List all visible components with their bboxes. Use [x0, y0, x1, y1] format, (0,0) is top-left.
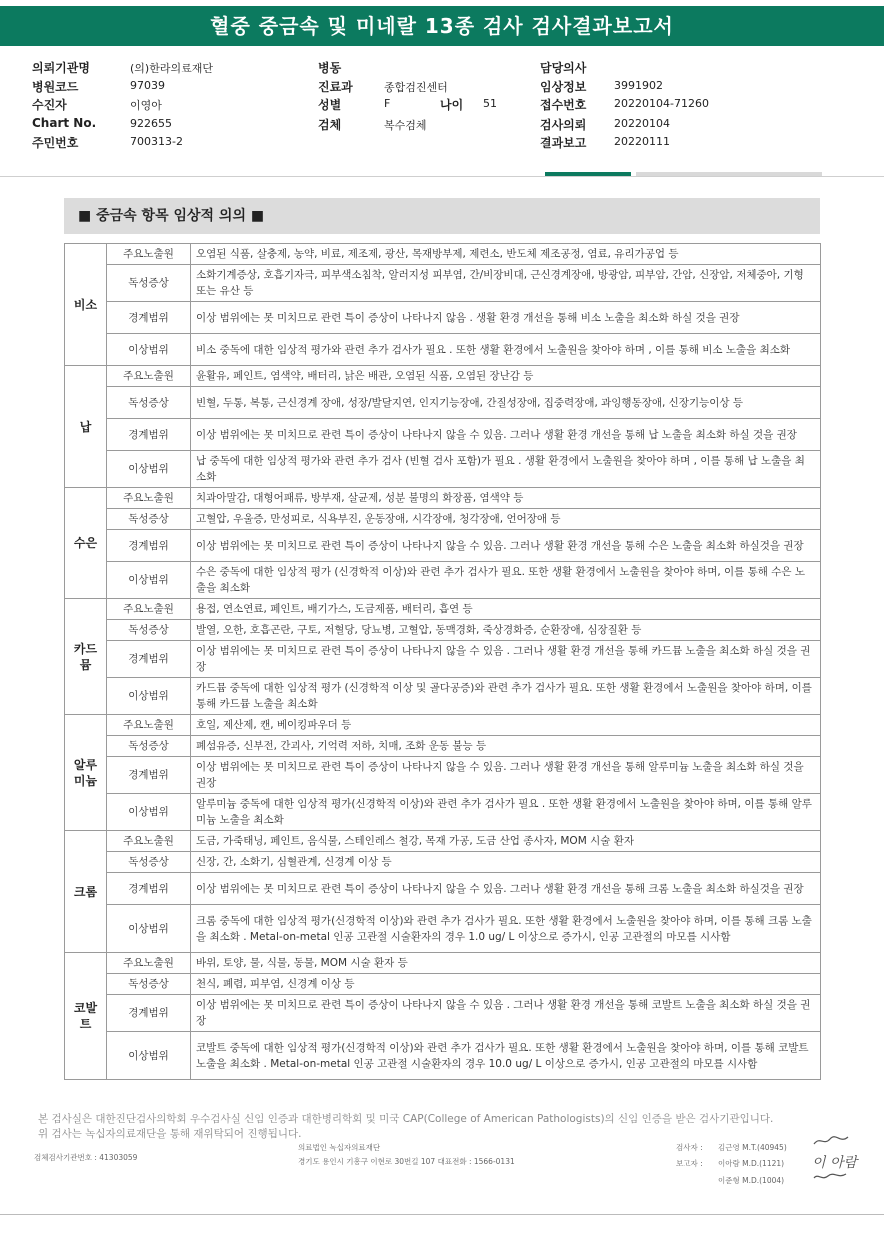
header-label: 병동 — [318, 61, 342, 75]
description-cell: 고혈압, 우울증, 만성피로, 식욕부진, 운동장애, 시각장애, 청각장애, 언어장애 등 — [191, 509, 821, 530]
description-cell: 이상 범위에는 못 미치므로 관련 특이 증상이 나타나지 않을 수 있음. 그러나 생활 환경 개선을 통해 납 노출을 최소화 하실 것을 권장 — [191, 419, 821, 451]
table-row — [65, 530, 821, 562]
reporter-label: 보고자 : — [676, 1159, 703, 1168]
header-label: Chart No. — [32, 116, 97, 130]
category-cell: 이상범위 — [107, 905, 191, 953]
description-cell: 빈혈, 두통, 복통, 근신경계 장애, 성장/발달지연, 인지기능장애, 간질성장애, 집중력장애, 과잉행동장애, 신장기능이상 등 — [191, 387, 821, 419]
table-row — [65, 905, 821, 953]
table-row — [65, 873, 821, 905]
category-cell: 독성증상 — [107, 736, 191, 757]
description-cell: 크롬 중독에 대한 임상적 평가(신경학적 이상)와 관련 추가 검사가 필요. 또한 생활 환경에서 노출원을 찾아야 하며, 이를 통해 크롬 노출을 최소화 . Metal-on-metal 인공 고관절 시술환자의 경우 1.0 ug/ L 이상으로 증가시, 인공 고관절의 마모를 시사함 — [191, 905, 821, 953]
tester-label: 검사자 : — [676, 1143, 703, 1152]
description-cell: 치과아말감, 대형어패류, 방부재, 살균제, 성분 불명의 화장품, 염색약 등 — [191, 488, 821, 509]
description-cell: 이상 범위에는 못 미치므로 관련 특이 증상이 나타나지 않을 수 있음. 그러나 생활 환경 개선을 통해 수은 노출을 최소화 하실것을 권장 — [191, 530, 821, 562]
category-cell: 주요노출원 — [107, 953, 191, 974]
category-cell: 경계범위 — [107, 995, 191, 1032]
category-cell: 경계범위 — [107, 757, 191, 794]
header-label: 담당의사 — [540, 61, 587, 75]
header-label: 진료과 — [318, 80, 353, 94]
category-cell: 주요노출원 — [107, 366, 191, 387]
table-row — [65, 599, 821, 620]
category-cell: 독성증상 — [107, 387, 191, 419]
category-cell: 주요노출원 — [107, 599, 191, 620]
table-row — [65, 451, 821, 488]
header-label: 주민번호 — [32, 136, 79, 150]
table-row — [65, 509, 821, 530]
table-row — [65, 387, 821, 419]
description-cell: 이상 범위에는 못 미치므로 관련 특이 증상이 나타나지 않을 수 있음 . 그러나 생활 환경 개선을 통해 카드뮴 노출을 최소화 하실 것을 권장 — [191, 641, 821, 678]
header-label: 성별 — [318, 98, 342, 112]
table-row — [65, 366, 821, 387]
table-row — [65, 265, 821, 302]
category-cell: 경계범위 — [107, 641, 191, 678]
table-row — [65, 852, 821, 873]
table-row — [65, 953, 821, 974]
age-value: 51 — [483, 97, 497, 110]
table-row — [65, 794, 821, 831]
report-title: 혈중 중금속 및 미네랄 13종 검사 검사결과보고서 — [0, 6, 884, 46]
category-cell: 경계범위 — [107, 419, 191, 451]
element-name: 납 — [65, 366, 107, 488]
tab-indicator-inactive — [636, 172, 822, 176]
table-row — [65, 678, 821, 715]
description-cell: 천식, 폐렴, 피부염, 신경계 이상 등 — [191, 974, 821, 995]
bottom-divider — [0, 1214, 884, 1215]
description-cell: 바위, 토양, 물, 식물, 동물, MOM 시술 환자 등 — [191, 953, 821, 974]
header-value: 20220104 — [614, 117, 670, 130]
header-label: 접수번호 — [540, 98, 587, 112]
category-cell: 독성증상 — [107, 620, 191, 641]
header-label: 검사의뢰 — [540, 118, 587, 132]
signature-reporter2 — [812, 1170, 850, 1184]
description-cell: 용접, 연소연료, 페인트, 배기가스, 도금제품, 배터리, 흡연 등 — [191, 599, 821, 620]
table-row — [65, 244, 821, 265]
description-cell: 이상 범위에는 못 미치므로 관련 특이 증상이 나타나지 않을 수 있음 . 그러나 생활 환경 개선을 통해 코발트 노출을 최소화 하실 것을 권장 — [191, 995, 821, 1032]
description-cell: 호일, 제산제, 캔, 베이킹파우더 등 — [191, 715, 821, 736]
reporter-name: 이아람 M.D.(1121) — [718, 1159, 785, 1168]
table-row — [65, 488, 821, 509]
description-cell: 이상 범위에는 못 미치므로 관련 특이 증상이 나타나지 않을 수 있음. 그러나 생활 환경 개선을 통해 알루미늄 노출을 최소화 하실 것을 권장 — [191, 757, 821, 794]
description-cell: 이상 범위에는 못 미치므로 관련 특이 증상이 나타나지 않을 수 있음. 그러나 생활 환경 개선을 통해 크롬 노출을 최소화 하실것을 권장 — [191, 873, 821, 905]
header-value: 종합검진센터 — [384, 81, 448, 94]
signature-reporter: 이 아람 — [812, 1155, 858, 1171]
header-value: 20220104-71260 — [614, 97, 709, 110]
section-title: ■ 중금속 항목 임상적 의의 ■ — [64, 198, 820, 234]
description-cell: 폐섬유증, 신부전, 간괴사, 기억력 저하, 치매, 조화 운동 불능 등 — [191, 736, 821, 757]
header-label: 수진자 — [32, 98, 67, 112]
element-name: 알루미늄 — [65, 715, 107, 831]
header-label: 임상정보 — [540, 80, 587, 94]
description-cell: 소화기계증상, 호흡기자극, 피부색소침착, 알러지성 피부염, 간/비장비대, 근신경계장애, 방광암, 피부암, 간암, 신장암, 저체중아, 기형 또는 유산 등 — [191, 265, 821, 302]
category-cell: 이상범위 — [107, 1032, 191, 1080]
description-cell: 납 중독에 대한 임상적 평가와 관련 추가 검사 (빈혈 검사 포함)가 필요 . 생활 환경에서 노출원을 찾아야 하며 , 이를 통해 납 노출을 최소화 — [191, 451, 821, 488]
table-row — [65, 419, 821, 451]
description-cell: 도금, 가죽태닝, 페인트, 음식물, 스테인레스 철강, 목재 가공, 도금 산업 종사자, MOM 시술 환자 — [191, 831, 821, 852]
header-label: 의뢰기관명 — [32, 61, 90, 75]
table-row — [65, 831, 821, 852]
reporter2-name: 이준형 M.D.(1004) — [718, 1176, 785, 1185]
category-cell: 이상범위 — [107, 451, 191, 488]
table-row — [65, 620, 821, 641]
header-value: F — [384, 97, 391, 110]
header-value: 복수검체 — [384, 119, 427, 132]
category-cell: 경계범위 — [107, 530, 191, 562]
accreditation-line-1: 본 검사실은 대한진단검사의학회 우수검사실 신임 인증과 대한병리학회 및 미국 CAP(College of American Pathologists)의 신임 인증을 받은 검사기관입니다. — [38, 1113, 774, 1125]
category-cell: 이상범위 — [107, 562, 191, 599]
description-cell: 카드뮴 중독에 대한 임상적 평가 (신경학적 이상 및 골다공증)와 관련 추가 검사가 필요. 또한 생활 환경에서 노출원을 찾아야 하며, 이를 통해 카드뮴 노출을 최소화 — [191, 678, 821, 715]
element-name: 비소 — [65, 244, 107, 366]
element-name: 코발트 — [65, 953, 107, 1080]
category-cell: 독성증상 — [107, 974, 191, 995]
description-cell: 이상 범위에는 못 미치므로 관련 특이 증상이 나타나지 않음 . 생활 환경 개선을 통해 비소 노출을 최소화 하실 것을 권장 — [191, 302, 821, 334]
table-row — [65, 1032, 821, 1080]
header-value: 97039 — [130, 79, 165, 92]
category-cell: 주요노출원 — [107, 244, 191, 265]
element-name: 수은 — [65, 488, 107, 599]
header-value: 3991902 — [614, 79, 663, 92]
description-cell: 발열, 오한, 호흡곤란, 구토, 저혈당, 당뇨병, 고혈압, 동맥경화, 죽상경화증, 순환장애, 심장질환 등 — [191, 620, 821, 641]
header-label: 병원코드 — [32, 80, 79, 94]
table-row — [65, 641, 821, 678]
divider — [0, 176, 884, 177]
element-name: 카드뮴 — [65, 599, 107, 715]
category-cell: 경계범위 — [107, 302, 191, 334]
header-label: 검체 — [318, 118, 342, 132]
description-cell: 신장, 간, 소화기, 심혈관계, 신경계 이상 등 — [191, 852, 821, 873]
table-row — [65, 974, 821, 995]
table-row — [65, 562, 821, 599]
accreditation-line-2: 위 검사는 녹십자의료재단을 통해 재위탁되어 진행됩니다. — [38, 1128, 302, 1140]
org-code: 검체검사기관번호 : 41303059 — [34, 1153, 138, 1162]
category-cell: 주요노출원 — [107, 831, 191, 852]
header-value: 20220111 — [614, 135, 670, 148]
description-cell: 알루미늄 중독에 대한 임상적 평가(신경학적 이상)와 관련 추가 검사가 필요 . 또한 생활 환경에서 노출원을 찾아야 하며, 이를 통해 알루미늄 노출을 최소화 — [191, 794, 821, 831]
header-value: 700313-2 — [130, 135, 183, 148]
description-cell: 수은 중독에 대한 임상적 평가 (신경학적 이상)와 관련 추가 검사가 필요. 또한 생활 환경에서 노출원을 찾아야 하며, 이를 통해 수은 노출을 최소화 — [191, 562, 821, 599]
org-address: 경기도 용인시 기흥구 이현로 30번길 107 대표전화 : 1566-0131 — [298, 1157, 515, 1166]
category-cell: 이상범위 — [107, 794, 191, 831]
category-cell: 주요노출원 — [107, 715, 191, 736]
tester-name: 김근영 M.T.(40945) — [718, 1143, 787, 1152]
category-cell: 독성증상 — [107, 509, 191, 530]
table-row — [65, 715, 821, 736]
signature-tester — [812, 1134, 850, 1148]
header-value: 922655 — [130, 117, 172, 130]
header-value: (의)한라의료재단 — [130, 62, 213, 75]
table-row — [65, 757, 821, 794]
org-name: 의료법인 녹십자의료재단 — [298, 1143, 381, 1152]
table-row — [65, 736, 821, 757]
age-label: 나이 — [440, 98, 464, 112]
category-cell: 독성증상 — [107, 265, 191, 302]
description-cell: 윤활유, 페인트, 염색약, 배터리, 낡은 배관, 오염된 식품, 오염된 장난감 등 — [191, 366, 821, 387]
header-value: 이영아 — [130, 99, 162, 112]
description-cell: 비소 중독에 대한 임상적 평가와 관련 추가 검사가 필요 . 또한 생활 환경에서 노출원을 찾아야 하며 , 이를 통해 비소 노출을 최소화 — [191, 334, 821, 366]
category-cell: 주요노출원 — [107, 488, 191, 509]
accreditation-note — [38, 1112, 838, 1142]
table-row — [65, 302, 821, 334]
heavy-metal-table — [64, 243, 821, 1080]
category-cell: 이상범위 — [107, 678, 191, 715]
tab-indicator-active — [545, 172, 631, 176]
description-cell: 코발트 중독에 대한 임상적 평가(신경학적 이상)와 관련 추가 검사가 필요. 또한 생활 환경에서 노출원을 찾아야 하며, 이를 통해 코발트 노출을 최소화 . Metal-on-metal 인공 고관절 시술환자의 경우 10.0 ug/ L 이상으로 증가시, 인공 고관절의 마모를 시사함 — [191, 1032, 821, 1080]
header-label: 결과보고 — [540, 136, 587, 150]
category-cell: 경계범위 — [107, 873, 191, 905]
table-row — [65, 334, 821, 366]
table-row — [65, 995, 821, 1032]
category-cell: 독성증상 — [107, 852, 191, 873]
description-cell: 오염된 식품, 살충제, 농약, 비료, 제조제, 광산, 목재방부제, 제련소, 반도체 제조공정, 염료, 유리가공업 등 — [191, 244, 821, 265]
element-name: 크롬 — [65, 831, 107, 953]
category-cell: 이상범위 — [107, 334, 191, 366]
